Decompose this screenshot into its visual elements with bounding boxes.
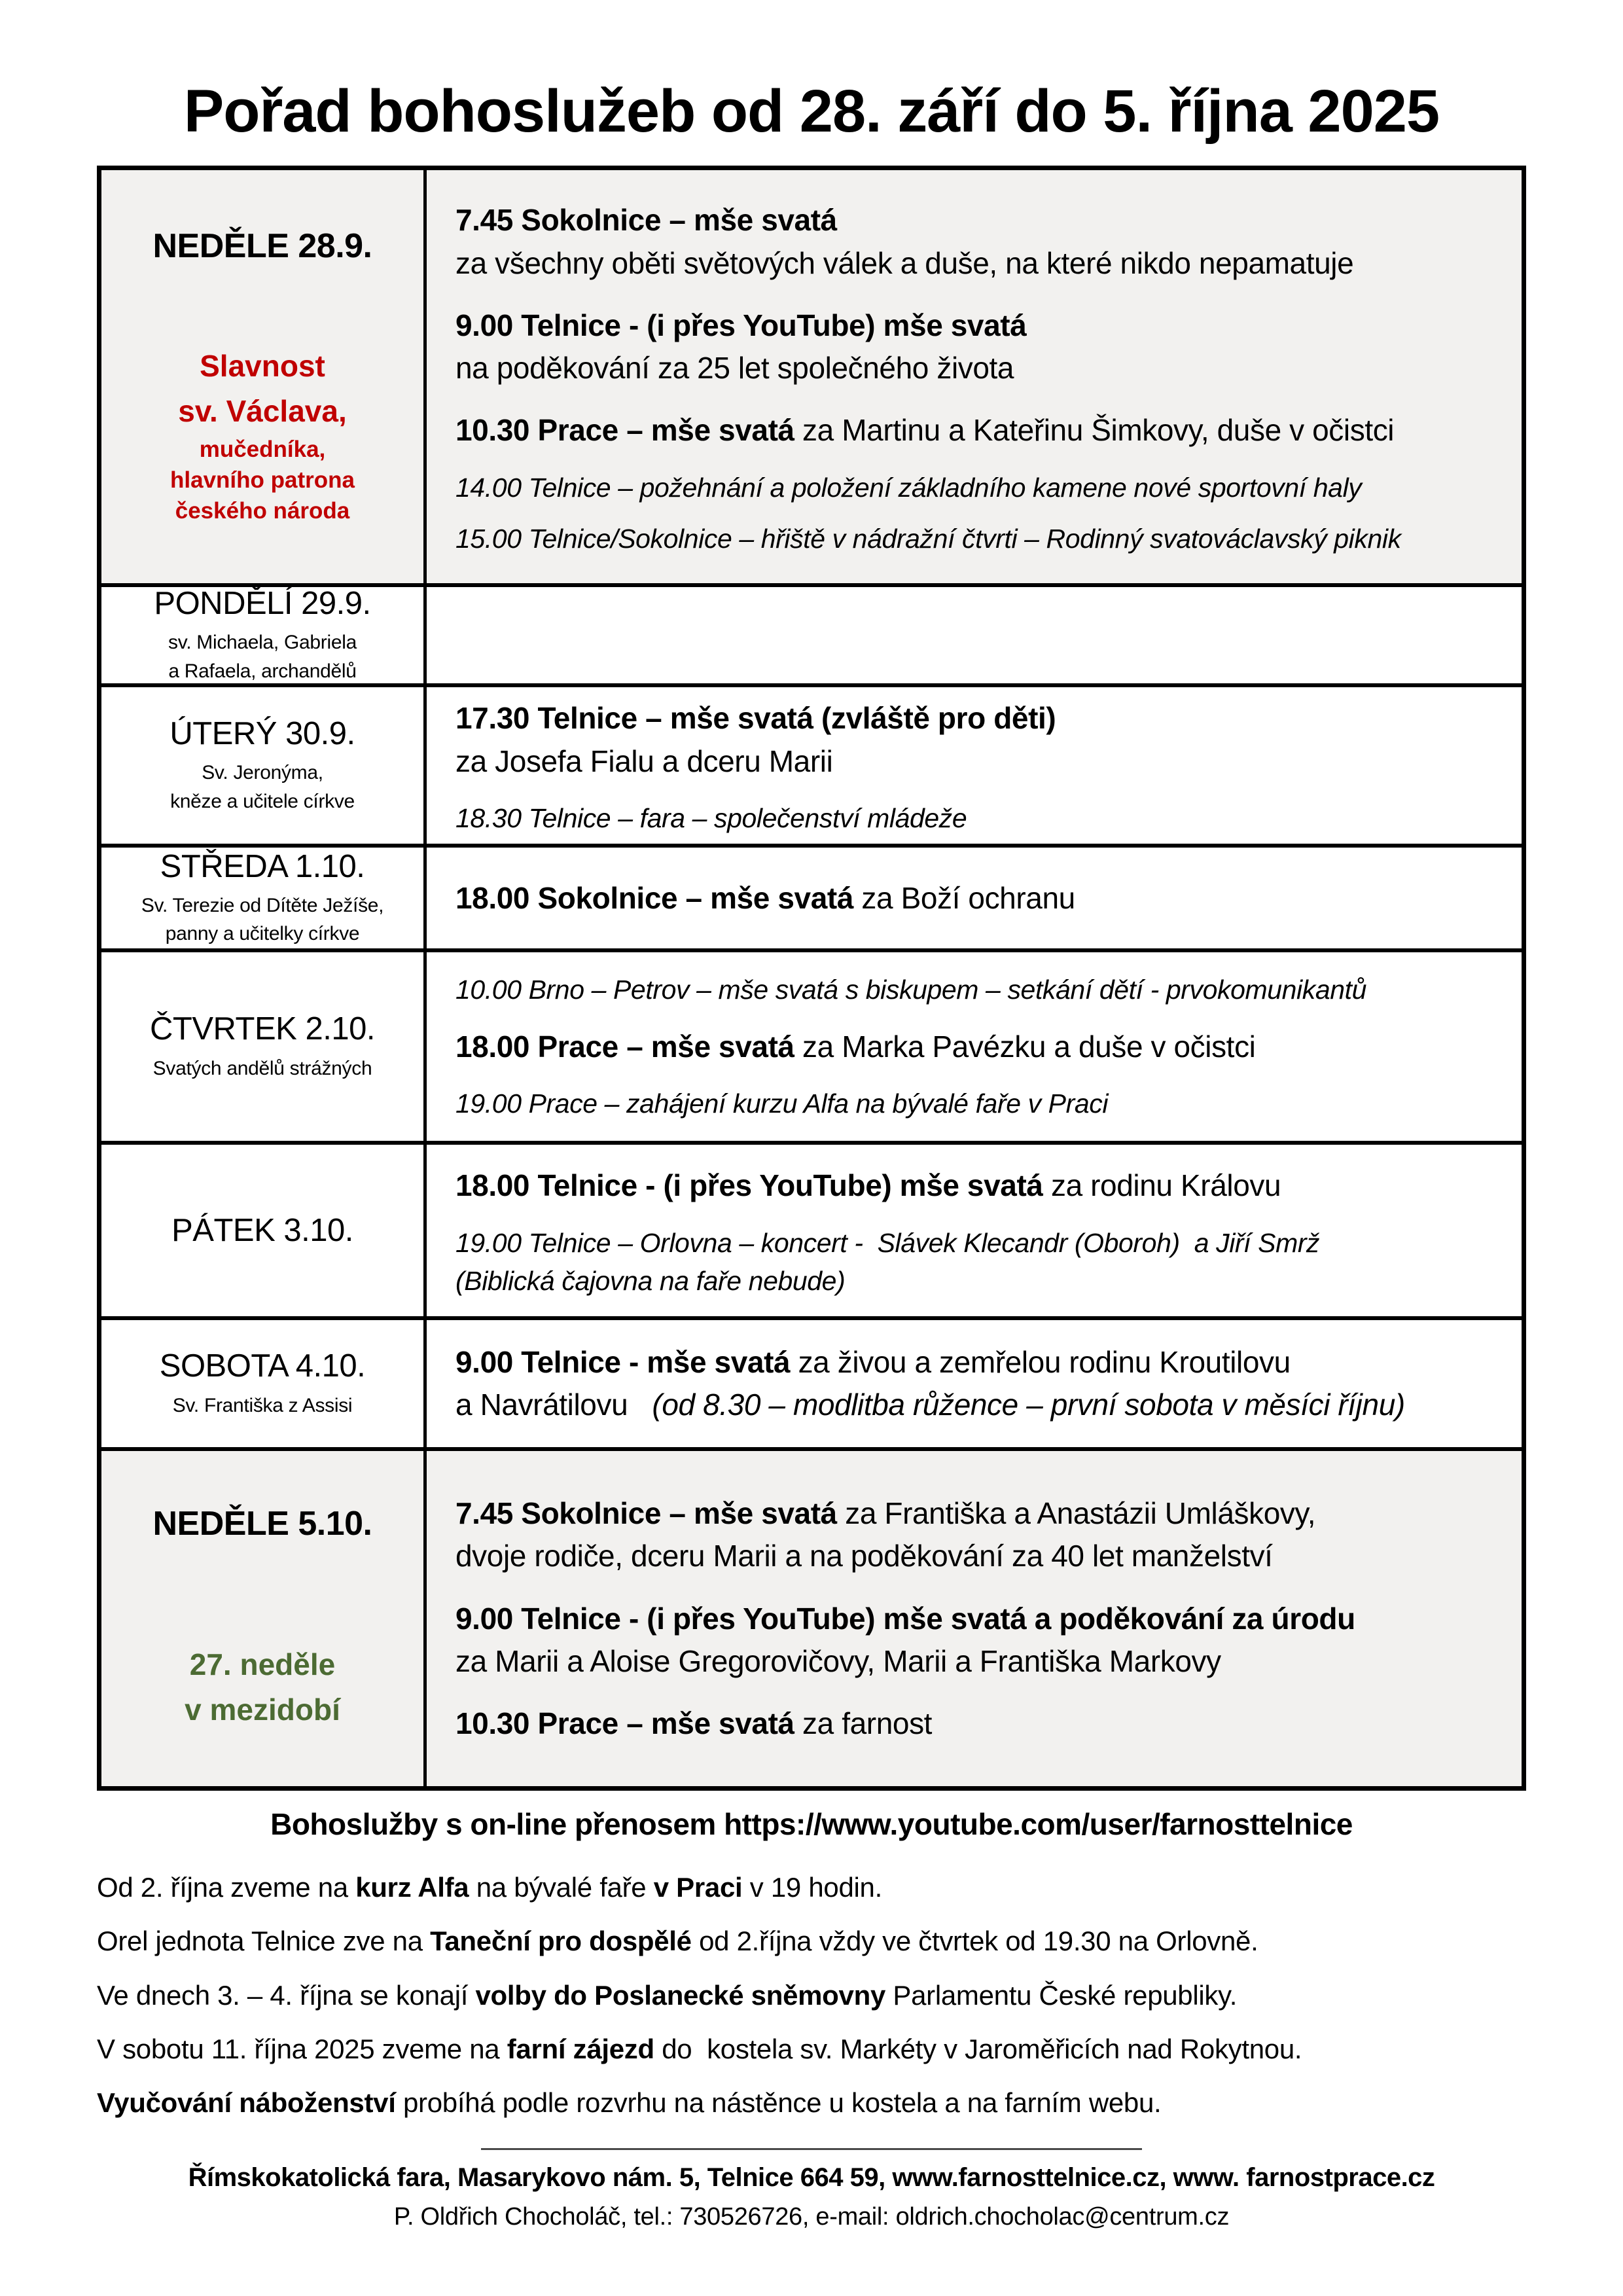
day-feast-subtitle <box>168 628 357 685</box>
event-entry <box>455 304 1503 390</box>
event-entry <box>455 1598 1503 1683</box>
day-name: NEDĚLE 5.10. <box>152 1505 372 1543</box>
event-entry <box>455 1341 1503 1427</box>
subtitle-line: Sv. Terezie od Dítěte Ježíše, <box>141 894 384 916</box>
event-line <box>455 409 1503 452</box>
subtitle-line: Sv. Františka z Assisi <box>172 1394 353 1416</box>
text-segment: za všechny oběti světových válek a duše, na které nikdo nepamatuje <box>455 245 1354 280</box>
event-entry <box>455 1164 1503 1207</box>
day-name: PONDĚLÍ 29.9. <box>154 586 371 622</box>
text-segment: 7.45 Sokolnice – mše svatá <box>455 1496 837 1530</box>
announcement-line <box>97 1872 1526 1903</box>
event-entry <box>455 1085 1503 1122</box>
day-cell <box>101 687 427 844</box>
event-entry <box>455 199 1503 285</box>
day-cell <box>101 170 427 583</box>
event-line <box>455 740 1503 783</box>
subtitle-line: panny a učitelky církve <box>165 923 360 945</box>
text-segment: 18.00 Telnice - (i přes YouTube) mše svatá <box>455 1168 1043 1203</box>
text-segment: 15.00 Telnice/Sokolnice – hřiště v nádražní čtvrti – Rodinný svatováclavský piknik <box>455 523 1401 554</box>
event-entry <box>455 877 1503 920</box>
subtitle-line: Sv. Jeronýma, <box>202 762 323 784</box>
text-segment: 7.45 Sokolnice – mše svatá <box>455 203 837 238</box>
event-line <box>455 1384 1503 1426</box>
event-line <box>455 1164 1503 1207</box>
events-cell <box>427 587 1522 683</box>
event-line <box>455 1598 1503 1640</box>
table-row <box>101 848 1522 952</box>
text-segment: za Josefa Fialu a dceru Marii <box>455 744 833 778</box>
text-segment: za Marii a Aloise Gregorovičovy, Marii a Františka Markovy <box>455 1643 1221 1678</box>
event-line <box>455 1262 1503 1300</box>
feast-line: sv. Václava, <box>178 393 347 428</box>
contact-line-address: Římskokatolická fara, Masarykovo nám. 5, Telnice 664 59, www.farnosttelnice.cz, www. farnostprace.cz <box>188 2162 1435 2192</box>
text-segment: V sobotu 11. října 2025 zveme na <box>97 2034 507 2065</box>
announcement-line <box>97 2087 1526 2119</box>
event-entry <box>455 1224 1503 1300</box>
event-line <box>455 1085 1503 1122</box>
event-line <box>455 1224 1503 1262</box>
text-segment: Orel jednota Telnice zve na <box>97 1926 431 1957</box>
events-cell <box>427 952 1522 1141</box>
text-segment: 19.00 Prace – zahájení kurzu Alfa na bývalé faře v Praci <box>455 1088 1109 1119</box>
text-segment: za Boží ochranu <box>853 880 1075 915</box>
text-segment: do kostela sv. Markéty v Jaroměřicích nad Rokytnou. <box>654 2034 1302 2065</box>
table-row <box>101 170 1522 587</box>
event-entry <box>455 520 1503 558</box>
event-line <box>455 347 1503 389</box>
day-solemnity <box>170 344 355 527</box>
event-entry <box>455 469 1503 507</box>
text-segment: od 2.října vždy ve čtvrtek od 19.30 na Orlovně. <box>691 1926 1258 1957</box>
table-row <box>101 1320 1522 1451</box>
event-line <box>455 697 1503 740</box>
day-name: NEDĚLE 28.9. <box>152 226 372 265</box>
text-segment: 18.00 Sokolnice – mše svatá <box>455 880 854 915</box>
text-segment: farní zájezd <box>507 2034 654 2065</box>
events-cell <box>427 687 1522 844</box>
day-name: ÚTERÝ 30.9. <box>169 716 355 752</box>
day-solemnity <box>185 1642 340 1732</box>
event-line <box>455 304 1503 347</box>
text-segment: Vyučování náboženství <box>97 2087 396 2119</box>
day-name: STŘEDA 1.10. <box>160 848 365 884</box>
events-cell <box>427 848 1522 948</box>
table-row <box>101 1451 1522 1786</box>
subtitle-line: sv. Michaela, Gabriela <box>168 632 357 654</box>
day-feast-subtitle <box>170 759 355 816</box>
text-segment: za Františka a Anastázii Umláškovy, <box>836 1496 1316 1530</box>
text-segment: za živou a zemřelou rodinu Kroutilovu <box>790 1344 1291 1379</box>
footer-announcements <box>97 1872 1526 2119</box>
subtitle-line: kněze a učitele církve <box>170 790 355 812</box>
text-segment: 9.00 Telnice - (i přes YouTube) mše svatá <box>455 308 1027 342</box>
day-cell <box>101 587 427 683</box>
text-segment: Ve dnech 3. – 4. října se konají <box>97 1979 476 2011</box>
feast-line: českého národa <box>175 498 350 524</box>
day-feast-subtitle <box>153 1054 372 1083</box>
contact-line-priest: P. Oldřich Chocholáč, tel.: 730526726, e-mail: oldrich.chocholac@centrum.cz <box>393 2202 1230 2231</box>
text-segment: na poděkování za 25 let společného života <box>455 351 1014 386</box>
text-segment: 9.00 Telnice - (i přes YouTube) mše svatá a poděkování za úrodu <box>455 1601 1355 1636</box>
events-cell <box>427 1320 1522 1447</box>
feast-line: mučedníka, <box>199 436 326 462</box>
event-line <box>455 1640 1503 1683</box>
text-segment: probíhá podle rozvrhu na nástěnce u kostela a na farním webu. <box>395 2087 1162 2119</box>
text-segment: volby do Poslanecké sněmovny <box>475 1979 886 2011</box>
event-entry <box>455 697 1503 783</box>
text-segment: 10.30 Prace – mše svatá <box>455 413 794 448</box>
day-cell <box>101 1320 427 1447</box>
event-line <box>455 1341 1503 1384</box>
page-title: Pořad bohoslužeb od 28. září do 5. října 2025 <box>183 78 1440 145</box>
event-line <box>455 1702 1503 1745</box>
text-segment: za farnost <box>794 1706 933 1741</box>
text-segment: v 19 hodin. <box>742 1872 882 1903</box>
event-entry <box>455 971 1503 1009</box>
subtitle-line: a Rafaela, archandělů <box>168 660 357 682</box>
text-segment: 10.30 Prace – mše svatá <box>455 1706 794 1741</box>
feast-line: hlavního patrona <box>170 467 355 493</box>
event-line <box>455 1535 1503 1577</box>
event-entry <box>455 1492 1503 1578</box>
youtube-stream-line: Bohoslužby s on-line přenosem https://www.youtube.com/user/farnosttelnice <box>270 1807 1353 1842</box>
subtitle-line: Svatých andělů strážných <box>152 1057 372 1079</box>
events-cell <box>427 1451 1522 1786</box>
feast-line: v mezidobí <box>185 1693 340 1727</box>
table-row <box>101 587 1522 687</box>
text-segment: za Martinu a Kateřinu Šimkovy, duše v očistci <box>794 413 1395 448</box>
event-entry <box>455 799 1503 837</box>
event-line <box>455 469 1503 507</box>
events-cell <box>427 1145 1522 1316</box>
text-segment: dvoje rodiče, dceru Marii a na poděkování za 40 let manželství <box>455 1539 1273 1573</box>
day-feast-subtitle <box>173 1391 353 1420</box>
day-cell <box>101 1451 427 1786</box>
table-row <box>101 1145 1522 1320</box>
day-cell <box>101 952 427 1141</box>
events-cell <box>427 170 1522 583</box>
event-line <box>455 520 1503 558</box>
text-segment: Parlamentu České republiky. <box>885 1979 1238 2011</box>
feast-line: Slavnost <box>200 348 325 383</box>
day-cell <box>101 848 427 948</box>
text-segment: 17.30 Telnice – mše svatá (zvláště pro děti) <box>455 701 1056 736</box>
text-segment: za rodinu Královu <box>1043 1168 1281 1203</box>
text-segment: Od 2. října zveme na <box>97 1872 356 1903</box>
text-segment: kurz Alfa <box>355 1872 469 1903</box>
day-name: PÁTEK 3.10. <box>171 1213 353 1249</box>
table-row <box>101 952 1522 1145</box>
announcement-line <box>97 2034 1526 2065</box>
day-name: SOBOTA 4.10. <box>159 1348 366 1384</box>
text-segment: (Biblická čajovna na faře nebude) <box>455 1265 846 1296</box>
event-line <box>455 877 1503 920</box>
announcement-line <box>97 1926 1526 1957</box>
text-segment: 18.30 Telnice – fara – společenství mládeže <box>455 802 967 833</box>
text-segment: za Marka Pavézku a duše v očistci <box>794 1029 1256 1064</box>
day-cell <box>101 1145 427 1316</box>
text-segment: v Praci <box>653 1872 743 1903</box>
text-segment: 10.00 Brno – Petrov – mše svatá s biskupem – setkání dětí - prvokomunikantů <box>455 975 1367 1005</box>
event-line <box>455 1492 1503 1535</box>
event-line <box>455 242 1503 285</box>
text-segment: Taneční pro dospělé <box>430 1926 692 1957</box>
text-segment: a Navrátilovu <box>455 1388 652 1422</box>
announcement-line <box>97 1980 1526 2011</box>
event-entry <box>455 1026 1503 1068</box>
text-segment: 9.00 Telnice - mše svatá <box>455 1344 791 1379</box>
event-entry <box>455 1702 1503 1745</box>
day-name: ČTVRTEK 2.10. <box>150 1011 375 1047</box>
text-segment: na bývalé faře <box>469 1872 654 1903</box>
event-line <box>455 1026 1503 1068</box>
feast-line: 27. neděle <box>189 1647 336 1682</box>
event-line <box>455 799 1503 837</box>
text-segment: 19.00 Telnice – Orlovna – koncert - Slávek Klecandr (Oboroh) a Jiří Smrž <box>455 1227 1320 1258</box>
event-line <box>455 199 1503 242</box>
table-row <box>101 687 1522 848</box>
text-segment: 18.00 Prace – mše svatá <box>455 1029 794 1064</box>
event-entry <box>455 409 1503 452</box>
text-segment: (od 8.30 – modlitba růžence – první sobota v měsíci říjnu) <box>652 1388 1405 1422</box>
footer <box>97 1791 1526 2231</box>
schedule-table <box>97 166 1526 1791</box>
event-line <box>455 971 1503 1009</box>
footer-divider <box>481 2148 1142 2150</box>
text-segment: 14.00 Telnice – požehnání a položení základního kamene nové sportovní haly <box>455 472 1362 503</box>
day-feast-subtitle <box>141 891 383 948</box>
